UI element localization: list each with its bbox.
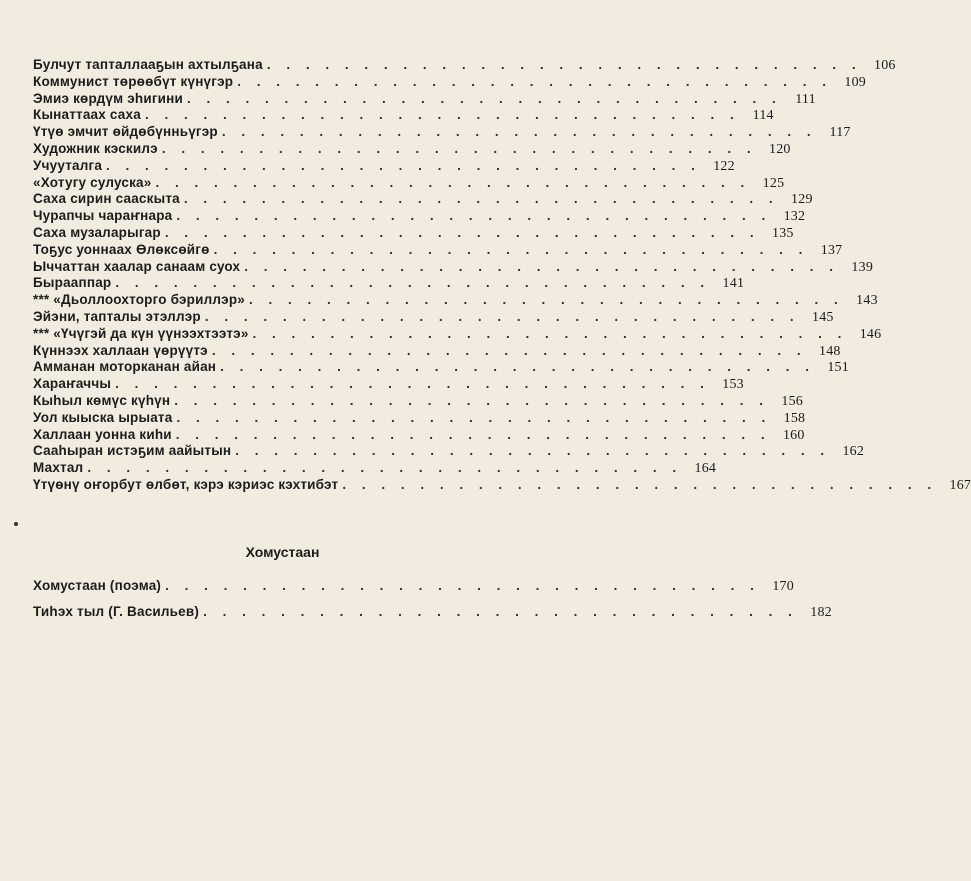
leader-dots: . . . . . . . . . . . . . . . . . . . . . . . . . . . . . . . — [176, 208, 772, 224]
entry-page-number: 139 — [851, 259, 874, 275]
entry-page-number: 111 — [795, 91, 816, 107]
toc-entry — [33, 392, 803, 410]
toc-entry — [33, 275, 745, 292]
leader-dots: . . . . . . . . . . . . . . . . . . . . . . . . . . . . . . . — [221, 124, 817, 140]
entry-title: Күннээх халлаан үөрүүтэ — [33, 342, 208, 358]
toc-entry — [33, 476, 971, 494]
entry-title: Ыччаттан хаалар санаам суох — [33, 258, 241, 274]
entry-page-number: 114 — [752, 108, 774, 124]
entry-title: Тоҕус уоннаах Өлөксөйгө — [33, 241, 210, 257]
toc-entry — [33, 124, 851, 141]
leader-dots: . . . . . . . . . . . . . . . . . . . . . . . . . . . . . . . — [237, 73, 832, 89]
leader-dots: . . . . . . . . . . . . . . . . . . . . . . . . . . . . . . . — [161, 140, 757, 156]
entry-title: Хомустаан (поэма) — [33, 578, 162, 593]
leader-dots: . . . . . . . . . . . . . . . . . . . . . . . . . . . . . . . — [87, 460, 683, 476]
entry-page-number: 122 — [713, 158, 735, 174]
entry-title: Уол кыыска ырыата — [33, 409, 173, 425]
toc-entry — [33, 576, 794, 602]
entry-page-number: 156 — [781, 393, 803, 409]
section-contents — [33, 576, 832, 628]
leader-dots: . . . . . . . . . . . . . . . . . . . . . . . . . . . . . . . — [155, 174, 751, 190]
entry-page-number: 106 — [874, 58, 896, 73]
toc-entry — [33, 258, 874, 276]
entry-title: Чурапчы чараҥнара — [33, 208, 173, 224]
entry-title: Саха сирин сааскыта — [33, 191, 180, 207]
entry-title: Кынаттаах саха — [33, 107, 141, 123]
entry-title: Бырааппар — [33, 275, 112, 291]
toc-entry — [33, 308, 834, 326]
toc-entry — [33, 426, 805, 444]
section-title: Хомустаан — [245, 544, 320, 560]
entry-page-number: 120 — [769, 141, 791, 157]
entry-page-number: 164 — [694, 461, 717, 477]
entry-title: Үтүөнү оҥорбут өлбөт, кэрэ кэриэс кэхтибэт — [33, 476, 339, 492]
leader-dots: . . . . . . . . . . . . . . . . . . . . . . . . . . . . . . . — [183, 191, 779, 207]
entry-title: Кыһыл көмүс күһүн — [33, 392, 171, 408]
entry-title: Сааһыран истэҕим аайытын — [33, 443, 232, 459]
toc-entry — [33, 140, 791, 158]
entry-title: Коммунист төрөөбүт күнүгэр — [33, 73, 234, 89]
entry-page-number: 141 — [722, 276, 745, 292]
entry-page-number: 146 — [859, 326, 882, 342]
toc-entry — [33, 57, 896, 74]
leader-dots: . . . . . . . . . . . . . . . . . . . . . . . . . . . . . . . — [203, 604, 798, 619]
leader-dots: . . . . . . . . . . . . . . . . . . . . . . . . . . . . . . . — [252, 325, 848, 341]
toc-entry — [33, 409, 806, 427]
entry-title: *** «Үчүгэй да күн үүнээхтээтэ» — [33, 325, 249, 341]
entry-title: Халлаан уонна киһи — [33, 426, 172, 442]
entry-title: Махтал — [33, 460, 84, 476]
leader-dots: . . . . . . . . . . . . . . . . . . . . . . . . . . . . . . . — [213, 241, 809, 257]
toc-entry — [33, 107, 774, 124]
toc-entry — [33, 191, 813, 208]
toc-entry — [33, 443, 865, 460]
toc-entry — [33, 224, 794, 242]
toc-entry — [33, 376, 744, 393]
leader-dots: . . . . . . . . . . . . . . . . . . . . . . . . . . . . . . . — [220, 359, 815, 375]
toc-entry — [33, 174, 785, 192]
entry-page-number: 158 — [783, 410, 806, 426]
leader-dots: . . . . . . . . . . . . . . . . . . . . . . . . . . . . . . . — [187, 90, 782, 106]
toc-entry — [33, 90, 816, 108]
leader-dots: . . . . . . . . . . . . . . . . . . . . . . . . . . . . . . . — [248, 292, 844, 308]
entry-page-number: 160 — [782, 427, 805, 443]
leader-dots: . . . . . . . . . . . . . . . . . . . . . . . . . . . . . . . — [174, 392, 769, 408]
entry-page-number: 117 — [829, 125, 851, 141]
leader-dots: . . . . . . . . . . . . . . . . . . . . . . . . . . . . . . . — [164, 224, 760, 240]
table-of-contents — [33, 57, 971, 494]
entry-page-number: 167 — [949, 477, 971, 493]
leader-dots: . . . . . . . . . . . . . . . . . . . . . . . . . . . . . . . — [342, 476, 938, 492]
entry-title: Амманан моторканан айан — [33, 359, 217, 375]
toc-entry — [33, 342, 841, 360]
leader-dots: . . . . . . . . . . . . . . . . . . . . . . . . . . . . . . . — [211, 342, 807, 358]
leader-dots: . . . . . . . . . . . . . . . . . . . . . . . . . . . . . . . — [165, 578, 760, 593]
entry-page-number: 170 — [772, 579, 794, 594]
leader-dots: . . . . . . . . . . . . . . . . . . . . . . . . . . . . . . . — [204, 308, 800, 324]
toc-entry — [33, 602, 832, 628]
toc-entry — [33, 157, 735, 175]
stray-mark — [14, 522, 18, 526]
entry-page-number: 109 — [844, 74, 866, 90]
entry-title: Үтүө эмчит өйдөбүнньүгэр — [33, 124, 218, 140]
entry-title: *** «Дьоллоохторго бэриллэр» — [33, 292, 245, 308]
leader-dots: . . . . . . . . . . . . . . . . . . . . . . . . . . . . . . . — [235, 443, 831, 459]
entry-page-number: 162 — [842, 444, 865, 460]
entry-page-number: 145 — [812, 309, 834, 325]
leader-dots: . . . . . . . . . . . . . . . . . . . . . . . . . . . . . . . — [106, 157, 701, 173]
toc-entry — [33, 460, 717, 477]
entry-page-number: 135 — [772, 225, 794, 241]
entry-title: Художник кэскилэ — [33, 140, 158, 156]
entry-title: Учууталга — [33, 157, 103, 173]
entry-page-number: 153 — [722, 377, 744, 393]
entry-page-number: 143 — [856, 293, 878, 309]
toc-entry — [33, 73, 866, 91]
entry-page-number: 129 — [791, 192, 813, 208]
toc-entry — [33, 292, 878, 309]
entry-title: Эйэни, тапталы этэллэр — [33, 308, 201, 324]
entry-page-number: 148 — [819, 343, 841, 359]
leader-dots: . . . . . . . . . . . . . . . . . . . . . . . . . . . . . . . — [115, 275, 711, 291]
toc-entry — [33, 359, 849, 376]
leader-dots: . . . . . . . . . . . . . . . . . . . . . . . . . . . . . . . — [244, 258, 840, 274]
entry-page-number: 125 — [762, 175, 785, 191]
leader-dots: . . . . . . . . . . . . . . . . . . . . . . . . . . . . . . . — [144, 107, 740, 123]
entry-page-number: 132 — [783, 209, 806, 225]
entry-page-number: 151 — [827, 360, 849, 376]
toc-entry — [33, 241, 843, 259]
entry-title: Хараҥаччы — [33, 376, 112, 392]
toc-entry — [33, 208, 806, 225]
entry-title: Булчут тапталлааҕын ахтылҕана — [33, 57, 263, 72]
entry-page-number: 137 — [820, 242, 843, 258]
leader-dots: . . . . . . . . . . . . . . . . . . . . . . . . . . . . . . . — [176, 409, 772, 425]
toc-entry — [33, 325, 882, 343]
leader-dots: . . . . . . . . . . . . . . . . . . . . . . . . . . . . . . . — [266, 57, 862, 72]
entry-title: Саха музаларыгар — [33, 224, 161, 240]
entry-title: Тиһэх тыл (Г. Васильев) — [33, 604, 200, 619]
entry-title: Эмиэ көрдүм эһигини — [33, 90, 183, 106]
entry-page-number: 182 — [810, 605, 832, 620]
leader-dots: . . . . . . . . . . . . . . . . . . . . . . . . . . . . . . . — [115, 376, 710, 392]
leader-dots: . . . . . . . . . . . . . . . . . . . . . . . . . . . . . . . — [175, 426, 771, 442]
entry-title: «Хотугу сулуска» — [33, 174, 152, 190]
